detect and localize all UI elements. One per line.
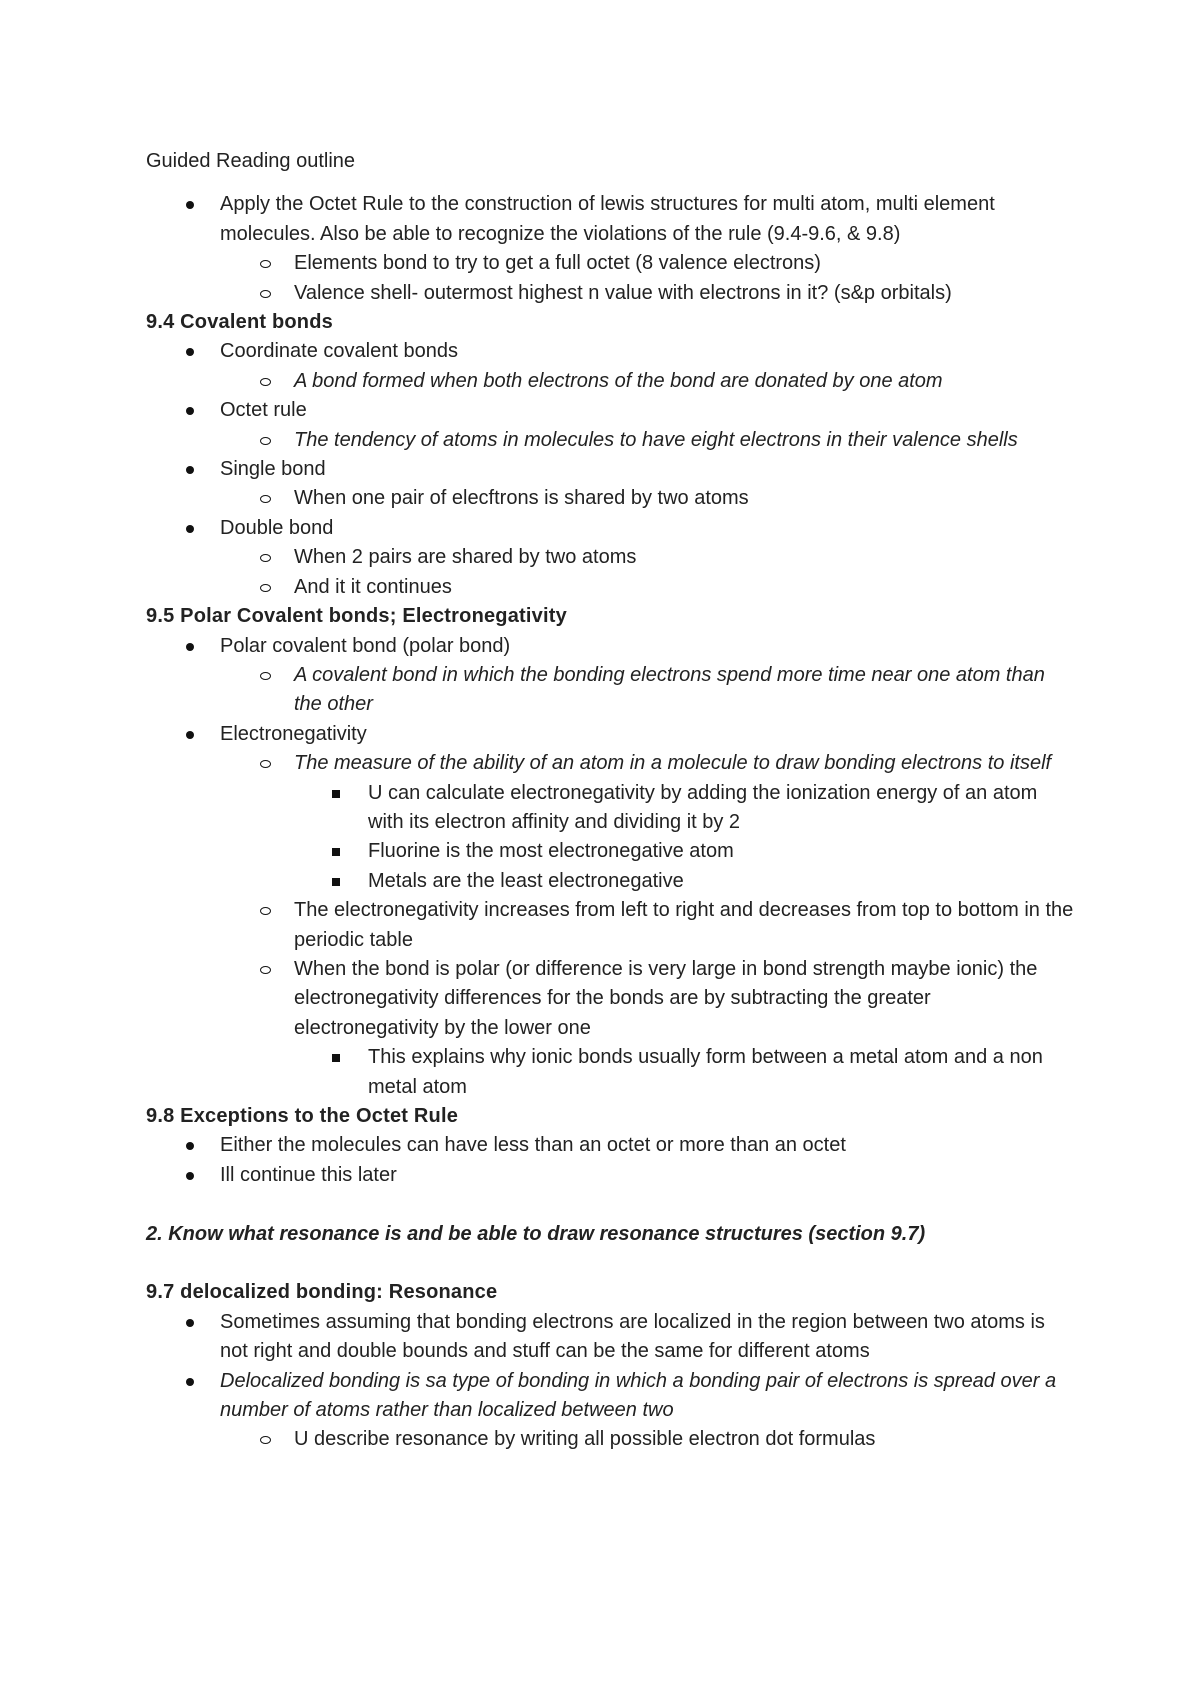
bullet-circle-icon [260,1436,271,1444]
bullet-circle-icon [260,760,271,768]
list-item: Delocalized bonding is sa type of bonding in which a bonding pair of electrons is spread over a number of atoms rather than localized between two [146,1367,1076,1426]
list-item: Either the molecules can have less than an octet or more than an octet [146,1131,1076,1160]
bullet-disc-icon [186,348,194,356]
section-heading-9-4: 9.4 Covalent bonds [146,311,333,334]
bullet-square-icon [332,878,340,886]
bullet-disc-icon [186,525,194,533]
list-item: When 2 pairs are shared by two atoms [146,543,1076,572]
bullet-disc-icon [186,201,194,209]
list-item: When one pair of elecftrons is shared by two atoms [146,484,1076,513]
list-item: Coordinate covalent bonds [146,337,1076,366]
bullet-circle-icon [260,437,271,445]
bullet-disc-icon [186,1142,194,1150]
list-item: Apply the Octet Rule to the construction of lewis structures for multi atom, multi element molecules. Also be able to recognize the violations of the rule (9.4-9.6, & 9.8) [146,190,1076,249]
bullet-square-icon [332,1054,340,1062]
list-item: Octet rule [146,396,1076,425]
bullet-disc-icon [186,731,194,739]
section-heading-9-8: 9.8 Exceptions to the Octet Rule [146,1105,459,1127]
bullet-circle-icon [260,966,271,974]
bullet-circle-icon [260,290,271,298]
bullet-circle-icon [260,672,271,680]
list-item: Single bond [146,455,1076,484]
bullet-circle-icon [260,554,271,562]
list-item: A bond formed when both electrons of the bond are donated by one atom [146,367,1076,396]
document-body [146,147,1076,1455]
list-item: Valence shell- outermost highest n value with electrons in it? (s&p orbitals) [146,279,1076,308]
bullet-disc-icon [186,407,194,415]
section-heading-9-5: 9.5 Polar Covalent bonds; Electronegativity [146,605,567,628]
objective-heading: 2. Know what resonance is and be able to draw resonance structures (section 9.7) [146,1222,926,1245]
bullet-circle-icon [260,378,271,386]
list-item: Fluorine is the most electronegative atom [146,837,1076,866]
bullet-square-icon [332,790,340,798]
list-item: U can calculate electronegativity by adding the ionization energy of an atom with its electron affinity and dividing it by 2 [146,779,1076,838]
list-item: This explains why ionic bonds usually form between a metal atom and a non metal atom [146,1043,1076,1102]
page-title: Guided Reading outline [146,150,356,172]
bullet-square-icon [332,848,340,856]
section-heading-9-7: 9.7 delocalized bonding: Resonance [146,1281,498,1304]
spacer [146,1190,1076,1219]
list-item: Electronegativity [146,720,1076,749]
list-item: Sometimes assuming that bonding electrons are localized in the region between two atoms is not right and double bounds and stuff can be the same for different atoms [146,1308,1076,1367]
bullet-circle-icon [260,584,271,592]
list-item: And it it continues [146,573,1076,602]
list-item: Double bond [146,514,1076,543]
bullet-circle-icon [260,907,271,915]
list-item: The electronegativity increases from left to right and decreases from top to bottom in the periodic table [146,896,1076,955]
bullet-circle-icon [260,495,271,503]
bullet-circle-icon [260,260,271,268]
list-item: The tendency of atoms in molecules to have eight electrons in their valence shells [146,426,1076,455]
list-item: Metals are the least electronegative [146,867,1076,896]
list-item: The measure of the ability of an atom in a molecule to draw bonding electrons to itself [146,749,1076,778]
bullet-disc-icon [186,1172,194,1180]
bullet-disc-icon [186,1378,194,1386]
list-item: Elements bond to try to get a full octet (8 valence electrons) [146,249,1076,278]
spacer [146,1249,1076,1278]
list-item: Ill continue this later [146,1161,1076,1190]
bullet-disc-icon [186,1319,194,1327]
list-item: Polar covalent bond (polar bond) [146,632,1076,661]
bullet-disc-icon [186,466,194,474]
bullet-disc-icon [186,643,194,651]
list-item: U describe resonance by writing all possible electron dot formulas [146,1425,1076,1454]
list-item: When the bond is polar (or difference is very large in bond strength maybe ionic) the electronegativity differences for the bonds are by subtracting the greater electronegativity by the lower one [146,955,1076,1043]
list-item: A covalent bond in which the bonding electrons spend more time near one atom than the other [146,661,1076,720]
